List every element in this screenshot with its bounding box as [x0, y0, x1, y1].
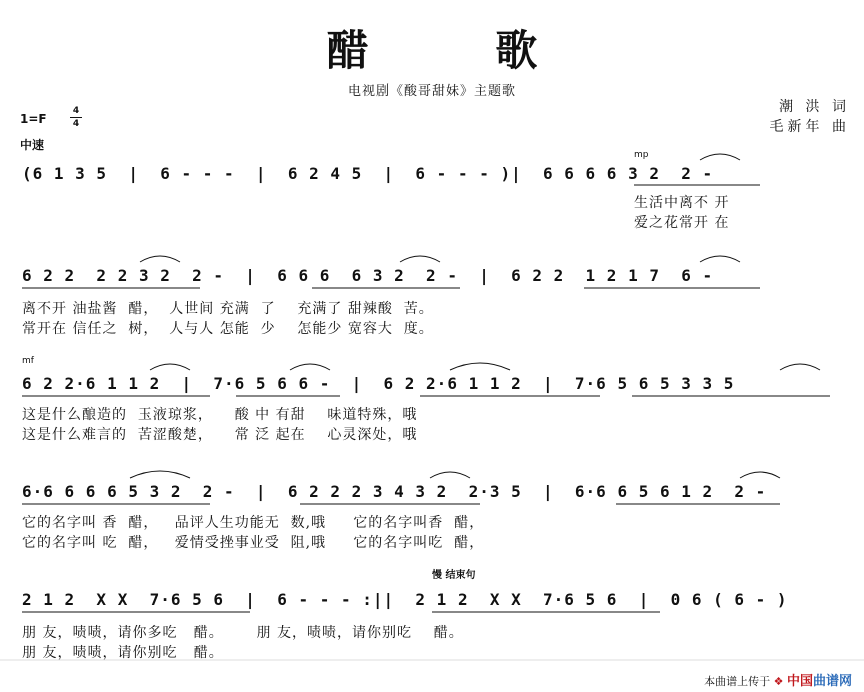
meter-top: 4: [72, 106, 80, 116]
slur-mark: [290, 364, 330, 370]
tempo-marking: 中速: [20, 138, 45, 152]
lyric-row-1-verse-2: 爱之花常开 在: [634, 215, 730, 231]
notation-row-4: 6·6 6 6 6 5 3 2 2 - | 6 2 2 2 3 4 3 2 2·3 5 | 6·6 6 5 6 1 2 2 -: [22, 482, 767, 501]
composer-credit: 毛新年 曲: [769, 119, 850, 135]
slur-mark: [780, 364, 820, 370]
ending-annotation: 慢 结束句: [432, 570, 476, 581]
upload-credit: [704, 670, 852, 689]
lyric-row-2-verse-2: 常开在 信任之 树， 人与人 怎能 少 怎能少 宽容大 度。: [22, 321, 434, 337]
site-brand-2: 曲谱网: [812, 674, 852, 689]
slur-mark: [400, 256, 440, 262]
slur-mark: [700, 154, 740, 160]
dynamic-mf: mf: [22, 356, 34, 366]
slur-mark: [450, 363, 510, 370]
notation-row-3: 6 2 2·6 1 1 2 | 7·6 5 6 6 - | 6 2 2·6 1 1 2 | 7·6 5 6 5 3 3 5: [22, 374, 735, 393]
song-title: 醋 歌: [326, 26, 594, 75]
lyricist-credit: 潮 洪 词: [779, 99, 850, 115]
lyric-row-5-verse-1: 朋 友，啧啧，请你多吃 醋。 朋 友，啧啧，请你别吃 醋。: [22, 625, 464, 641]
song-subtitle: 电视剧《酸哥甜妹》主题歌: [347, 84, 516, 99]
lyric-row-3-verse-1: 这是什么酿造的 玉液琼浆， 酸 中 有甜 味道特殊，哦: [22, 407, 418, 423]
lyric-row-4-verse-2: 它的名字叫 吃 醋， 爱情受挫事业受 阻,哦 它的名字叫吃 醋，: [22, 535, 485, 551]
lyric-row-4-verse-1: 它的名字叫 香 醋， 品评人生功能无 数,哦 它的名字叫香 醋，: [22, 515, 485, 531]
slur-mark: [430, 472, 470, 478]
lyric-row-1-verse-1: 生活中离不 开: [634, 195, 730, 211]
site-brand: 中国: [786, 674, 813, 689]
site-logo-icon: ❖: [773, 675, 784, 688]
lyric-row-5-verse-2: 朋 友，啧啧，请你别吃 醋。: [22, 645, 224, 661]
slur-mark: [130, 471, 190, 478]
dynamic-mp: mp: [634, 150, 649, 160]
notation-row-2: 6 2 2 2 2 3 2 2 - | 6 6 6 6 3 2 2 - | 6 2 2 1 2 1 7 6 -: [22, 266, 714, 285]
upload-prefix: 本曲谱上传于: [704, 675, 771, 688]
lyric-row-2-verse-1: 离不开 油盐酱 醋， 人世间 充满 了 充满了 甜辣酸 苦。: [22, 301, 434, 317]
slur-mark: [140, 256, 180, 262]
meter-bottom: 4: [72, 119, 80, 129]
slur-mark: [150, 364, 190, 370]
notation-row-1: (6 1 3 5 | 6 - - - | 6 2 4 5 | 6 - - - )| 6 6 6 6 3 2 2 -: [22, 164, 714, 183]
slur-mark: [700, 256, 740, 262]
slur-mark: [740, 472, 780, 478]
key-signature: 1=F: [20, 112, 47, 126]
lyric-row-3-verse-2: 这是什么难言的 苦涩酸楚， 常 泛 起在 心灵深处，哦: [22, 427, 418, 443]
notation-row-5: 2 1 2 X X 7·6 5 6 | 6 - - - :|| 2 1 2 X X 7·6 5 6 | 0 6 ( 6 - ): [22, 590, 788, 609]
